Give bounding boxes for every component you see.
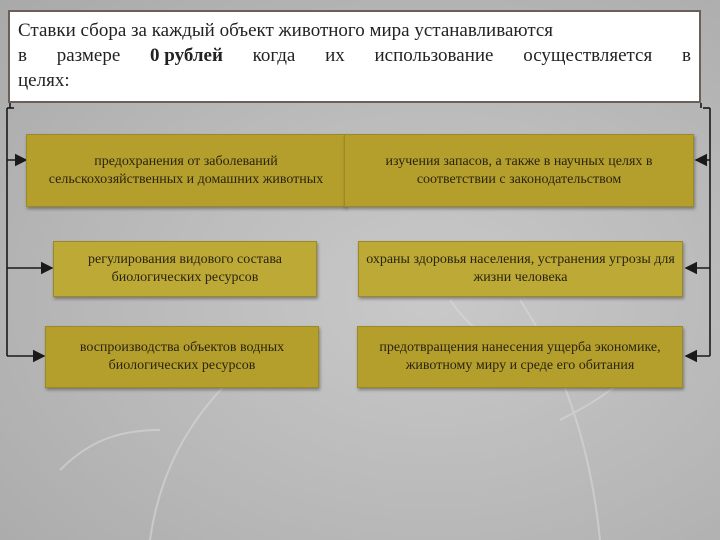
purpose-box-disease-prevention (26, 134, 346, 207)
purpose-box-public-health (358, 241, 683, 297)
header-word: когда (252, 45, 296, 66)
purpose-box-label: изучения запасов, а также в научных целях в соответствии с законодательством (385, 153, 653, 187)
purpose-box-label: предотвращения нанесения ущерба экономике, животному миру и среде его обитания (379, 340, 661, 373)
header-line-3: целях: (18, 70, 70, 91)
purpose-box-species-regulation (53, 241, 317, 297)
purpose-box-aquatic-reproduction (45, 326, 319, 388)
header-word: осуществляется (523, 45, 653, 66)
purpose-box-label: воспроизводства объектов водных биологических ресурсов (79, 340, 285, 373)
header-word: в (18, 45, 27, 66)
header-line-1: Ставки сбора за каждый объект животного мира устанавливаются (18, 20, 554, 41)
purpose-box-label: охраны здоровья населения, устранения угрозы для жизни человека (366, 252, 675, 285)
header-line-2 (18, 43, 691, 68)
header-word: их (325, 45, 345, 66)
header-bold-amount: 0 рублей (150, 45, 223, 66)
purpose-box-label: регулирования видового состава биологических ресурсов (88, 252, 282, 285)
purpose-box-label: предохранения от заболеваний сельскохозяйственных и домашних животных (48, 153, 324, 187)
header-word: в (681, 45, 691, 66)
purpose-box-research (344, 134, 694, 207)
header-statement (8, 10, 701, 103)
header-word: использование (374, 45, 494, 66)
purpose-box-damage-prevention (357, 326, 683, 388)
header-word: размере (56, 45, 121, 66)
